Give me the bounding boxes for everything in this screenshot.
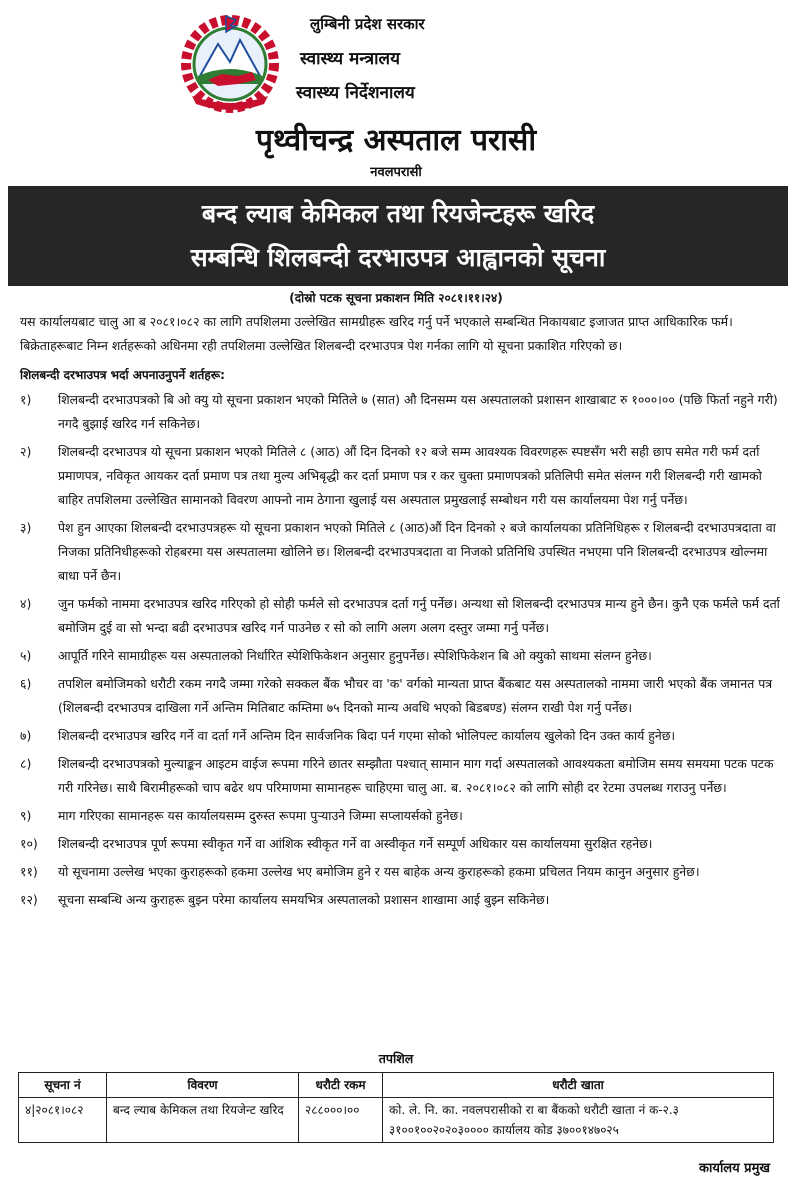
condition-text: माग गरिएका सामानहरू यस कार्यालयसम्म दुरुस्त रूपमा पुर्‍याउने जिम्मा सप्लायर्सको हुनेछ। <box>58 808 463 823</box>
condition-text: शिलबन्दी दरभाउपत्रको बि ओ क्यु यो सूचना प्रकाशन भएको मितिले ७ (सात) औ दिनसम्म यस अस्पतालको प्रशासन शाखाबाट रु १०००।०० (पछि फिर्ता नहुने गरी) नगदै बुझाई खरिद गर्न सकिनेछ। <box>58 392 778 431</box>
condition-text: सूचना सम्बन्धि अन्य कुराहरू बुझ्न परेमा कार्यालय समयभित्र अस्पतालको प्रशासन शाखामा आई बुझ्न सकिनेछ। <box>58 892 550 907</box>
condition-text: जुन फर्मको नाममा दरभाउपत्र खरिद गरिएको हो सोही फर्मले सो दरभाउपत्र दर्ता गर्नु पर्नेछ। अन्यथा सो शिलबन्दी दरभाउपत्र मान्य हुने छैन। कुनै एक फर्मले फर्म दर्ता बमोजिम दुई वा सो भन्दा बढी दरभाउपत्र खरिद गर्न पाउनेछ र सो को लागि अलग अलग दस्तुर जम्मा गर्नु पर्नेछ। <box>58 596 780 635</box>
notice-body <box>20 310 782 916</box>
notice-title-banner <box>8 186 788 286</box>
condition-item <box>20 672 782 720</box>
condition-text: शिलबन्दी दरभाउपत्र यो सूचना प्रकाशन भएको मितिले ८ (आठ) औं दिन दिनको १२ बजे सम्म आवश्यक विवरणहरू स्पष्टसँग भरी सही छाप समेत गरी फर्म दर्ता प्रमाणपत्र, नविकृत आयकर दर्ता प्रमाण पत्र तथा मुल्य अभिबृद्धी कर दर्ता प्रमाण पत्र र कर चुक्ता प्रमाणपत्रको प्रतिलिपी समेत संलग्न गरी शिलबन्दी गरी खामको बाहिर तपशिलमा उल्लेखित सामानको विवरण आफ्नो नाम ठेगाना खुलाई यस अस्पताल प्रमुखलाई सम्बोधन गरी यस कार्यालयमा पेश गर्नु पर्नेछ। <box>58 444 762 507</box>
office-chief-signature: कार्यालय प्रमुख <box>699 1161 770 1176</box>
condition-text: पेश हुन आएका शिलबन्दी दरभाउपत्रहरू यो सूचना प्रकाशन भएको मितिले ८ (आठ)औं दिन दिनको २ बजे कार्यालयका प्रतिनिधिहरू र शिलबन्दी दरभाउपत्रदाता वा निजका प्रतिनिधीहरूको रोहबरमा यस अस्पतालमा खोलिने छ। शिलबन्दी दरभाउपत्रदाता वा निजको प्रतिनिधि उपस्थित नभएमा पनि शिलबन्दी दरभाउपत्र खोल्नमा बाधा पर्ने छैन। <box>58 520 776 583</box>
condition-number: १२) <box>20 892 38 907</box>
condition-text: शिलबन्दी दरभाउपत्रको मुल्याङ्कन आइटम वाईज रूपमा गरिने छातर सम्झौता पश्चात् सामान माग गर्दा अस्पतालको आवश्यकता बमोजिम समय समयमा पटक पटक गरी गरिनेछ। साथै बिरामीहरूको चाप बढेर थप परिमाणमा सामानहरू चाहिएमा चालु आ. ब. २०८१।०८२ को लागि सोही दर रेटमा उपलब्ध गराउनु पर्नेछ। <box>58 756 774 795</box>
schedule-table <box>18 1072 774 1143</box>
condition-number: ४) <box>20 596 32 611</box>
condition-text: यो सूचनामा उल्लेख भएका कुराहरूको हकमा उल्लेख भए बमोजिम हुने र यस बाहेक अन्य कुराहरूको हकमा प्रचिलत नियम कानुन अनुसार हुनेछ। <box>58 864 700 879</box>
condition-text: शिलबन्दी दरभाउपत्र खरिद गर्ने वा दर्ता गर्ने अन्तिम दिन सार्वजनिक बिदा पर्न गएमा सोको भोलिपल्ट कार्यालय खुलेको दिन उक्त कार्य हुनेछ। <box>58 728 676 743</box>
cell-deposit-account: को. ले. नि. का. नवलपरासीको रा बा बैंकको धरौटी खाता नं क-२.३ ३१००१००२०२०३०००० कार्यालय कोड ३७००१४७०२५ <box>383 1098 774 1143</box>
header-description: विवरण <box>107 1073 299 1098</box>
schedule-header-row <box>19 1073 774 1098</box>
letterhead <box>0 0 792 186</box>
condition-number: १०) <box>20 836 38 851</box>
condition-item <box>20 804 782 828</box>
conditions-heading: शिलबन्दी दरभाउपत्र भर्दा अपनाउनुपर्ने शर्तहरू: <box>20 368 225 382</box>
header-deposit-amount: धरौटी रकम <box>299 1073 383 1098</box>
condition-number: ५) <box>20 648 32 663</box>
condition-text: तपशिल बमोजिमको धरौटी रकम नगदै जम्मा गरेको सक्कल बैंक भौचर वा 'क' वर्गको मान्यता प्राप्त बैंकबाट यस अस्पतालको नाममा जारी भएको बैंक जमानत पत्र (शिलबन्दी दरभाउपत्र दाखिला गर्ने अन्तिम मितिबाट कम्तिमा ७५ दिनको मान्य अवधि भएको बिडबण्ड) संलग्न राखी पेश गर्नु पर्नेछ। <box>58 676 773 715</box>
notice-title-line-2: सम्बन्धि शिलबन्दी दरभाउपत्र आह्वानको सूचना <box>190 243 606 272</box>
condition-number: २) <box>20 444 32 459</box>
condition-item <box>20 860 782 884</box>
condition-item <box>20 440 782 512</box>
condition-number: ६) <box>20 676 32 691</box>
condition-text: शिलबन्दी दरभाउपत्र पूर्ण रूपमा स्वीकृत गर्ने वा आंशिक स्वीकृत गर्ने वा अस्वीकृत गर्ने सम्पूर्ण अधिकार यस कार्यालयमा सुरक्षित रहनेछ। <box>58 836 653 851</box>
cell-description: बन्द ल्याब केमिकल तथा रियजेन्ट खरिद <box>107 1098 299 1143</box>
government-name: लुम्बिनी प्रदेश सरकार <box>310 15 425 33</box>
header-deposit-account: धरौटी खाता <box>383 1073 774 1098</box>
condition-item <box>20 832 782 856</box>
condition-item <box>20 888 782 912</box>
ministry-name: स्वास्थ्य मन्त्रालय <box>300 49 400 69</box>
table-row <box>19 1098 774 1143</box>
nepal-emblem-icon <box>178 10 282 114</box>
condition-number: ११) <box>20 864 38 879</box>
condition-number: ७) <box>20 728 32 743</box>
notice-title-line-1: बन्द ल्याब केमिकल तथा रियजेन्टहरू खरिद <box>201 199 595 228</box>
condition-item <box>20 592 782 640</box>
cell-deposit-amount: २८८०००।०० <box>299 1098 383 1143</box>
schedule-title: तपशिल <box>378 1051 414 1066</box>
district-name: नवलपरासी <box>370 165 422 180</box>
condition-text: आपूर्ति गरिने सामाग्रीहरू यस अस्पतालको निर्धारित स्पेशिफिकेशन अनुसार हुनुपर्नेछ। स्पेशिफिकेशन बि ओ क्युको साथमा संलग्न हुनेछ। <box>58 648 652 663</box>
directorate-name: स्वास्थ्य निर्देशनालय <box>296 83 415 103</box>
condition-item <box>20 724 782 748</box>
condition-item <box>20 644 782 668</box>
conditions-list <box>20 388 782 912</box>
intro-paragraph: यस कार्यालयबाट चालु आ ब २०८१।०८२ का लागि तपशिलमा उल्लेखित सामग्रीहरू खरिद गर्नु पर्ने भएकाले सम्बन्धित निकायबाट इजाजत प्राप्त आधिकारिक फर्म।बिक्रेताहरूबाट निम्न शर्तहरूको अधिनमा रही तपशिलमा उल्लेखित शिलबन्दी दरभाउपत्र पेश गर्नका लागि यो सूचना प्रकाशित गरिएको छ। <box>20 314 733 353</box>
condition-number: १) <box>20 392 32 407</box>
condition-item <box>20 388 782 436</box>
condition-number: ९) <box>20 808 32 823</box>
condition-number: ८) <box>20 756 32 771</box>
condition-item <box>20 516 782 588</box>
publication-date-note: (दोस्रो पटक सूचना प्रकाशन मिति २०८१।११।२४) <box>289 291 503 305</box>
cell-notice-no: ४|२०८१।०८२ <box>19 1098 107 1143</box>
header-notice-no: सूचना नं <box>19 1073 107 1098</box>
condition-number: ३) <box>20 520 32 535</box>
hospital-name: पृथ्वीचन्द्र अस्पताल परासी <box>255 123 537 158</box>
condition-item <box>20 752 782 800</box>
